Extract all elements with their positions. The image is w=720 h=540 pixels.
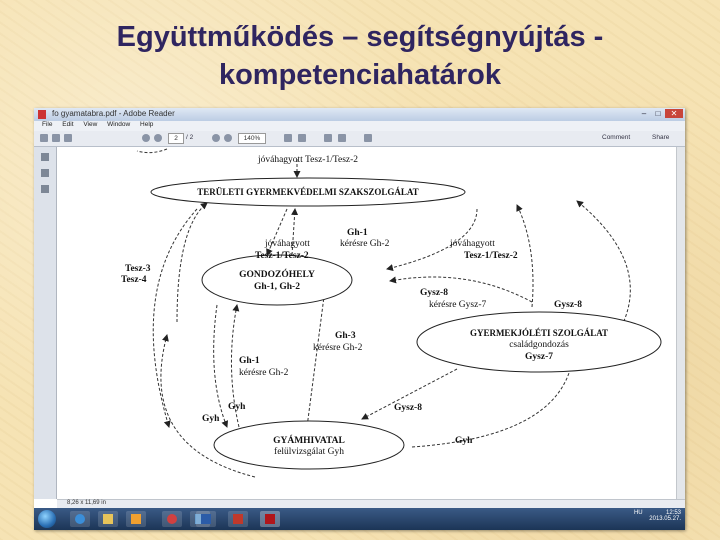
status-bar <box>57 499 685 508</box>
flow-arrow <box>390 277 532 302</box>
edge-label: jóváhagyott <box>450 239 495 249</box>
edge-label: Gysz-8 <box>394 403 422 413</box>
minimize-button[interactable]: – <box>641 109 647 118</box>
next-page-icon[interactable] <box>154 134 162 142</box>
vertical-scrollbar[interactable] <box>676 147 685 499</box>
page-size-readout: 8,26 x 11,69 in <box>67 500 106 506</box>
navigation-panel <box>34 147 57 499</box>
flow-arrow <box>137 149 167 153</box>
comment-button[interactable]: Comment <box>602 134 631 141</box>
page-total: / 2 <box>186 134 194 141</box>
window-title: fo gyamatabra.pdf - Adobe Reader <box>52 109 175 118</box>
attachments-icon[interactable] <box>41 185 49 193</box>
flow-arrow <box>517 205 533 307</box>
edge-label: Gyh <box>228 402 246 412</box>
node-gondozo-label-2: Gh-1, Gh-2 <box>254 282 300 292</box>
node-gyam-label-1: GYÁMHIVATAL <box>273 436 345 446</box>
fit-page-icon[interactable] <box>284 134 292 142</box>
edge-label: jóváhagyott <box>265 239 310 249</box>
edge-label: Gh-1 <box>239 356 260 366</box>
node-gyjsz-label-2: családgondozás <box>509 340 569 350</box>
taskbar-word[interactable] <box>196 511 216 527</box>
node-gyjsz-label-1: GYERMEKJÓLÉTI SZOLGÁLAT <box>469 328 609 338</box>
edge-label: kérésre Gysz-7 <box>429 300 487 310</box>
toolbar <box>34 131 685 147</box>
document-area[interactable] <box>57 147 677 499</box>
node-gondozo-label-1: GONDOZÓHELY <box>239 270 315 280</box>
menu-help[interactable]: Help <box>140 121 154 128</box>
edge-label: Gyh <box>455 436 473 446</box>
edge-label: Tesz-4 <box>121 275 147 285</box>
flow-arrow <box>412 362 572 447</box>
menu-window[interactable]: Window <box>107 121 131 128</box>
flow-arrow <box>153 209 197 427</box>
edge-label: Tesz-1/Tesz-2 <box>464 251 518 261</box>
app3-icon <box>233 514 243 524</box>
media-player-icon <box>131 514 141 524</box>
flow-arrow <box>214 305 227 427</box>
close-button[interactable]: ✕ <box>665 109 683 118</box>
edge-label: Tesz-3 <box>125 264 151 274</box>
flow-arrow <box>177 203 207 322</box>
language-indicator[interactable]: HU <box>633 510 643 516</box>
share-tool-icon[interactable] <box>364 134 372 142</box>
edge-label: Gh-3 <box>335 331 356 341</box>
window-titlebar <box>34 108 685 121</box>
pages-icon[interactable] <box>41 153 49 161</box>
word-icon <box>201 514 211 524</box>
comment-tool-icon[interactable] <box>324 134 332 142</box>
app-icon <box>167 514 177 524</box>
edge-label: Gyh <box>202 414 220 424</box>
edge-label: kérésre Gh-2 <box>239 368 289 378</box>
menu-file[interactable]: File <box>42 121 53 128</box>
print-icon[interactable] <box>52 134 60 142</box>
prev-page-icon[interactable] <box>142 134 150 142</box>
share-button[interactable]: Share <box>652 134 670 141</box>
taskbar-explorer[interactable] <box>98 511 118 527</box>
edge-label: Gh-1 <box>347 228 368 238</box>
adobe-reader-screenshot <box>34 108 685 530</box>
taskbar-ie[interactable] <box>70 511 90 527</box>
edge-label: kérésre Gh-2 <box>340 239 390 249</box>
page-number-input[interactable]: 2 <box>168 133 184 144</box>
windows-taskbar <box>34 508 685 530</box>
start-button[interactable] <box>38 510 56 528</box>
taskbar-app[interactable] <box>162 511 182 527</box>
edge-label: Gysz-8 <box>554 300 582 310</box>
node-gyjsz-label-3: Gysz-7 <box>525 352 553 362</box>
top-approved-label: jóváhagyott Tesz-1/Tesz-2 <box>257 155 359 165</box>
folder-icon <box>103 514 113 524</box>
taskbar-app3[interactable] <box>228 511 248 527</box>
fit-width-icon[interactable] <box>298 134 306 142</box>
clock-date[interactable]: 2013.05.27. <box>649 516 681 522</box>
sign-icon[interactable] <box>338 134 346 142</box>
internet-explorer-icon <box>75 514 85 524</box>
node-gyam-label-2: felülvizsgálat Gyh <box>274 447 344 457</box>
email-icon[interactable] <box>64 134 72 142</box>
edge-label: Gysz-8 <box>420 288 448 298</box>
zoom-out-icon[interactable] <box>212 134 220 142</box>
pdf-icon <box>38 110 46 119</box>
flow-arrow <box>307 289 325 427</box>
menu-view[interactable]: View <box>83 121 98 128</box>
open-icon[interactable] <box>40 134 48 142</box>
system-tray <box>634 510 681 522</box>
slide-title-line2: kompetenciahatárok <box>218 59 502 91</box>
maximize-button[interactable]: □ <box>655 109 661 118</box>
adobe-reader-icon <box>265 514 275 524</box>
edge-label: Tesz-1/Tesz-2 <box>255 251 309 261</box>
bookmarks-icon[interactable] <box>41 169 49 177</box>
edge-label: kérésre Gh-2 <box>313 343 363 353</box>
node-gondozohely <box>202 255 352 305</box>
node-teruleti-label: TERÜLETI GYERMEKVÉDELMI SZAKSZOLGÁLAT <box>197 187 419 197</box>
zoom-input[interactable]: 140% <box>238 133 266 144</box>
taskbar-adobe-reader[interactable] <box>260 511 280 527</box>
menubar <box>34 121 685 131</box>
window-controls <box>637 109 683 118</box>
slide-title <box>0 18 720 94</box>
flow-diagram <box>57 147 677 499</box>
zoom-in-icon[interactable] <box>224 134 232 142</box>
clock-time[interactable]: 12:53 <box>665 510 681 516</box>
slide-title-line1: Együttműködés – segítségnyújtás - <box>116 21 604 53</box>
menu-edit[interactable]: Edit <box>62 121 74 128</box>
taskbar-media[interactable] <box>126 511 146 527</box>
